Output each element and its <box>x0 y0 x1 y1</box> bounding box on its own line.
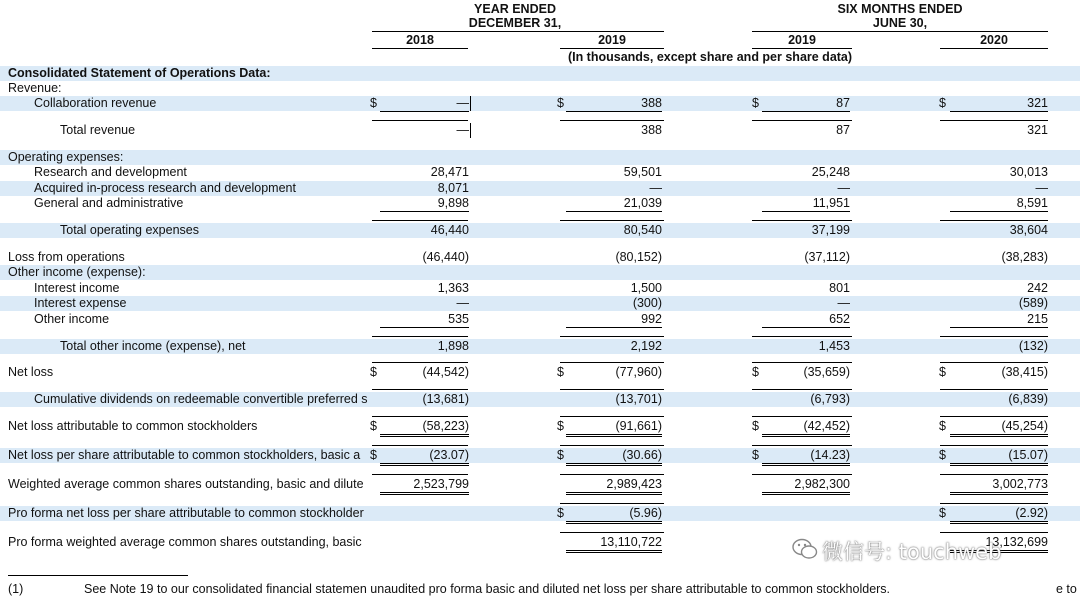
total-top-rule <box>560 445 664 446</box>
total-top-rule <box>372 220 468 221</box>
value-cell-col4: 13,132,699 <box>950 535 1048 553</box>
table-row <box>0 448 1080 463</box>
value-cell-col3: 87 <box>762 96 850 112</box>
value-cell-col3: — <box>837 181 850 195</box>
row-label: Weighted average common shares outstanding, basic and dilute <box>8 477 364 491</box>
value-cell-col3: 87 <box>836 123 850 137</box>
currency-symbol: $ <box>939 419 946 433</box>
value-cell-col4: (45,254) <box>950 419 1048 437</box>
column-edge-mark <box>470 96 471 111</box>
currency-symbol: $ <box>370 96 377 110</box>
total-top-rule <box>752 120 852 121</box>
total-top-rule <box>560 220 664 221</box>
value-cell-col2: 59,501 <box>623 165 662 179</box>
six-months-line2: JUNE 30, <box>872 16 928 30</box>
total-top-rule <box>940 445 1048 446</box>
year-header-4: 2020 <box>980 33 1008 47</box>
value-cell-col4: — <box>1035 181 1048 195</box>
row-label: Cumulative dividends on redeemable convertible preferred s <box>34 392 368 406</box>
year-ended-line2: DECEMBER 31, <box>468 16 562 30</box>
currency-symbol: $ <box>939 448 946 462</box>
value-cell-col4: 30,013 <box>1009 165 1048 179</box>
total-top-rule <box>752 474 852 475</box>
value-cell-col3: 2,982,300 <box>762 477 850 495</box>
currency-symbol: $ <box>939 96 946 110</box>
row-label: Net loss <box>8 365 54 379</box>
value-cell-col4: 242 <box>1027 281 1048 295</box>
currency-symbol: $ <box>752 448 759 462</box>
table-row <box>0 66 1080 81</box>
currency-symbol: $ <box>939 365 946 379</box>
value-cell-col3: (35,659) <box>803 365 850 379</box>
row-label: Total revenue <box>60 123 136 137</box>
table-row <box>0 150 1080 165</box>
value-cell-col3: 1,453 <box>818 339 850 353</box>
value-cell-col3: (37,112) <box>804 250 850 264</box>
value-cell-col4: (38,283) <box>1001 250 1048 264</box>
table-row <box>0 265 1080 280</box>
currency-symbol: $ <box>557 96 564 110</box>
value-cell-col4: 38,604 <box>1009 223 1048 237</box>
year-rule-4 <box>940 48 1048 49</box>
total-top-rule <box>752 389 852 390</box>
row-label: Net loss attributable to common stockholders <box>8 419 258 433</box>
value-cell-col4: (589) <box>1018 296 1048 310</box>
currency-symbol: $ <box>752 96 759 110</box>
total-top-rule <box>560 532 664 533</box>
row-label: Revenue: <box>8 81 62 95</box>
row-label: General and administrative <box>34 196 184 210</box>
value-cell-col2: (80,152) <box>615 250 662 264</box>
total-top-rule <box>560 336 664 337</box>
value-cell-col4: 8,591 <box>950 196 1048 212</box>
value-cell-col1: 9,898 <box>380 196 469 212</box>
header-rule-group1 <box>372 31 664 32</box>
value-cell-col2: 2,989,423 <box>566 477 662 495</box>
row-label: Loss from operations <box>8 250 125 264</box>
footnote-text: See Note 19 to our consolidated financial statemen unaudited pro forma basic and diluted net loss per share attributable to common stockholders. <box>84 582 891 596</box>
value-cell-col3: 37,199 <box>811 223 850 237</box>
value-cell-col4: (2.92) <box>950 506 1048 524</box>
value-cell-col3: 801 <box>829 281 850 295</box>
value-cell-col2: 388 <box>566 96 662 112</box>
value-cell-col1: (44,542) <box>422 365 469 379</box>
total-top-rule <box>372 474 468 475</box>
total-top-rule <box>940 120 1048 121</box>
value-cell-col2: 2,192 <box>630 339 662 353</box>
row-label: Total operating expenses <box>60 223 199 237</box>
value-cell-col1: 8,071 <box>437 181 469 195</box>
table-row <box>0 96 1080 111</box>
table-row <box>0 312 1080 327</box>
column-edge-mark <box>470 123 471 138</box>
value-cell-col3: — <box>837 296 850 310</box>
currency-symbol: $ <box>752 419 759 433</box>
value-cell-col1: (23.07) <box>380 448 469 466</box>
value-cell-col1: (13,681) <box>422 392 469 406</box>
total-top-rule <box>372 389 468 390</box>
currency-symbol: $ <box>557 448 564 462</box>
row-label: Collaboration revenue <box>34 96 157 110</box>
total-top-rule <box>560 389 664 390</box>
total-top-rule <box>560 474 664 475</box>
value-cell-col3: 652 <box>762 312 850 328</box>
value-cell-col4: (132) <box>1018 339 1048 353</box>
table-row <box>0 339 1080 354</box>
currency-symbol: $ <box>557 419 564 433</box>
row-label: Interest expense <box>34 296 127 310</box>
row-label: Operating expenses: <box>8 150 124 164</box>
total-top-rule <box>940 389 1048 390</box>
total-top-rule <box>752 445 852 446</box>
total-top-rule <box>940 474 1048 475</box>
table-row <box>0 281 1080 296</box>
total-top-rule <box>940 532 1048 533</box>
table-row <box>0 506 1080 521</box>
total-top-rule <box>560 416 664 417</box>
currency-symbol: $ <box>370 419 377 433</box>
value-cell-col2: 1,500 <box>630 281 662 295</box>
table-row <box>0 123 1080 138</box>
value-cell-col1: — <box>380 96 469 112</box>
value-cell-col4: 321 <box>950 96 1048 112</box>
total-top-rule <box>560 503 664 504</box>
total-top-rule <box>752 416 852 417</box>
currency-symbol: $ <box>752 365 759 379</box>
total-top-rule <box>372 416 468 417</box>
value-cell-col3: 11,951 <box>762 196 850 212</box>
value-cell-col1: 28,471 <box>430 165 469 179</box>
row-label: Net loss per share attributable to common stockholders, basic a <box>8 448 361 462</box>
row-label: Other income (expense): <box>8 265 146 279</box>
table-row <box>0 165 1080 180</box>
total-top-rule <box>372 336 468 337</box>
table-row <box>0 181 1080 196</box>
value-cell-col4: (15.07) <box>950 448 1048 466</box>
six-months-ended-header <box>800 2 1000 30</box>
row-label: Research and development <box>34 165 187 179</box>
value-cell-col1: 2,523,799 <box>380 477 469 495</box>
value-cell-col2: (30.66) <box>566 448 662 466</box>
value-cell-col3: 25,248 <box>811 165 850 179</box>
table-row <box>0 196 1080 211</box>
total-top-rule <box>752 336 852 337</box>
year-header-2: 2019 <box>598 33 626 47</box>
value-cell-col2: — <box>649 181 662 195</box>
currency-symbol: $ <box>370 448 377 462</box>
year-rule-2 <box>560 48 664 49</box>
value-cell-col3: (6,793) <box>810 392 850 406</box>
value-cell-col2: (77,960) <box>615 365 662 379</box>
total-top-rule <box>940 220 1048 221</box>
row-label: Acquired in-process research and development <box>34 181 296 195</box>
table-row <box>0 392 1080 407</box>
total-top-rule <box>940 503 1048 504</box>
year-header-1: 2018 <box>406 33 434 47</box>
value-cell-col2: 13,110,722 <box>566 535 662 553</box>
value-cell-col2: 80,540 <box>623 223 662 237</box>
watermark-text: 微信号: touchweb <box>822 540 1002 564</box>
value-cell-col3: (42,452) <box>762 419 850 437</box>
row-label: Consolidated Statement of Operations Data: <box>8 66 271 80</box>
unit-note: (In thousands, except share and per share data) <box>567 50 853 64</box>
table-row <box>0 419 1080 434</box>
total-top-rule <box>372 120 468 121</box>
value-cell-col4: 3,002,773 <box>950 477 1048 495</box>
value-cell-col1: — <box>456 296 469 310</box>
currency-symbol: $ <box>557 365 564 379</box>
row-label: Pro forma net loss per share attributable to common stockholder <box>8 506 364 520</box>
value-cell-col4: (6,839) <box>1008 392 1048 406</box>
footnote-rule <box>8 575 188 576</box>
value-cell-col4: 215 <box>950 312 1048 328</box>
table-row <box>0 477 1080 492</box>
value-cell-col2: (13,701) <box>615 392 662 406</box>
value-cell-col1: 1,363 <box>437 281 469 295</box>
year-ended-line1: YEAR ENDED <box>474 2 556 16</box>
wechat-icon <box>792 537 818 561</box>
row-label: Other income <box>34 312 110 326</box>
six-months-line1: SIX MONTHS ENDED <box>837 2 963 16</box>
value-cell-col3: (14.23) <box>762 448 850 466</box>
table-row <box>0 250 1080 265</box>
value-cell-col2: 992 <box>566 312 662 328</box>
value-cell-col2: 388 <box>641 123 662 137</box>
value-cell-col1: 46,440 <box>430 223 469 237</box>
footnote-trailing-text: e to <box>1056 582 1077 596</box>
currency-symbol: $ <box>939 506 946 520</box>
value-cell-col2: (91,661) <box>566 419 662 437</box>
total-top-rule <box>752 220 852 221</box>
total-top-rule <box>372 445 468 446</box>
row-label: Interest income <box>34 281 120 295</box>
year-ended-header <box>420 2 610 30</box>
total-top-rule <box>372 362 468 363</box>
total-top-rule <box>560 362 664 363</box>
header-rule-group2 <box>752 31 1048 32</box>
total-top-rule <box>940 362 1048 363</box>
total-top-rule <box>752 362 852 363</box>
year-rule-3 <box>752 48 852 49</box>
footnote-marker: (1) <box>8 582 24 596</box>
currency-symbol: $ <box>370 365 377 379</box>
total-top-rule <box>940 416 1048 417</box>
value-cell-col4: 321 <box>1027 123 1048 137</box>
value-cell-col1: — <box>456 123 469 137</box>
row-label: Total other income (expense), net <box>60 339 246 353</box>
value-cell-col2: (300) <box>632 296 662 310</box>
total-top-rule <box>940 336 1048 337</box>
currency-symbol: $ <box>557 506 564 520</box>
table-row <box>0 81 1080 96</box>
value-cell-col1: (58,223) <box>380 419 469 437</box>
row-label: Pro forma weighted average common shares outstanding, basic <box>8 535 362 549</box>
year-header-3: 2019 <box>788 33 816 47</box>
total-top-rule <box>560 120 664 121</box>
value-cell-col2: (5.96) <box>566 506 662 524</box>
value-cell-col1: 1,898 <box>437 339 469 353</box>
table-row <box>0 223 1080 238</box>
table-row <box>0 365 1080 380</box>
year-rule-1 <box>372 48 468 49</box>
value-cell-col4: (38,415) <box>1001 365 1048 379</box>
table-row <box>0 296 1080 311</box>
value-cell-col2: 21,039 <box>566 196 662 212</box>
value-cell-col1: 535 <box>380 312 469 328</box>
value-cell-col1: (46,440) <box>422 250 469 264</box>
